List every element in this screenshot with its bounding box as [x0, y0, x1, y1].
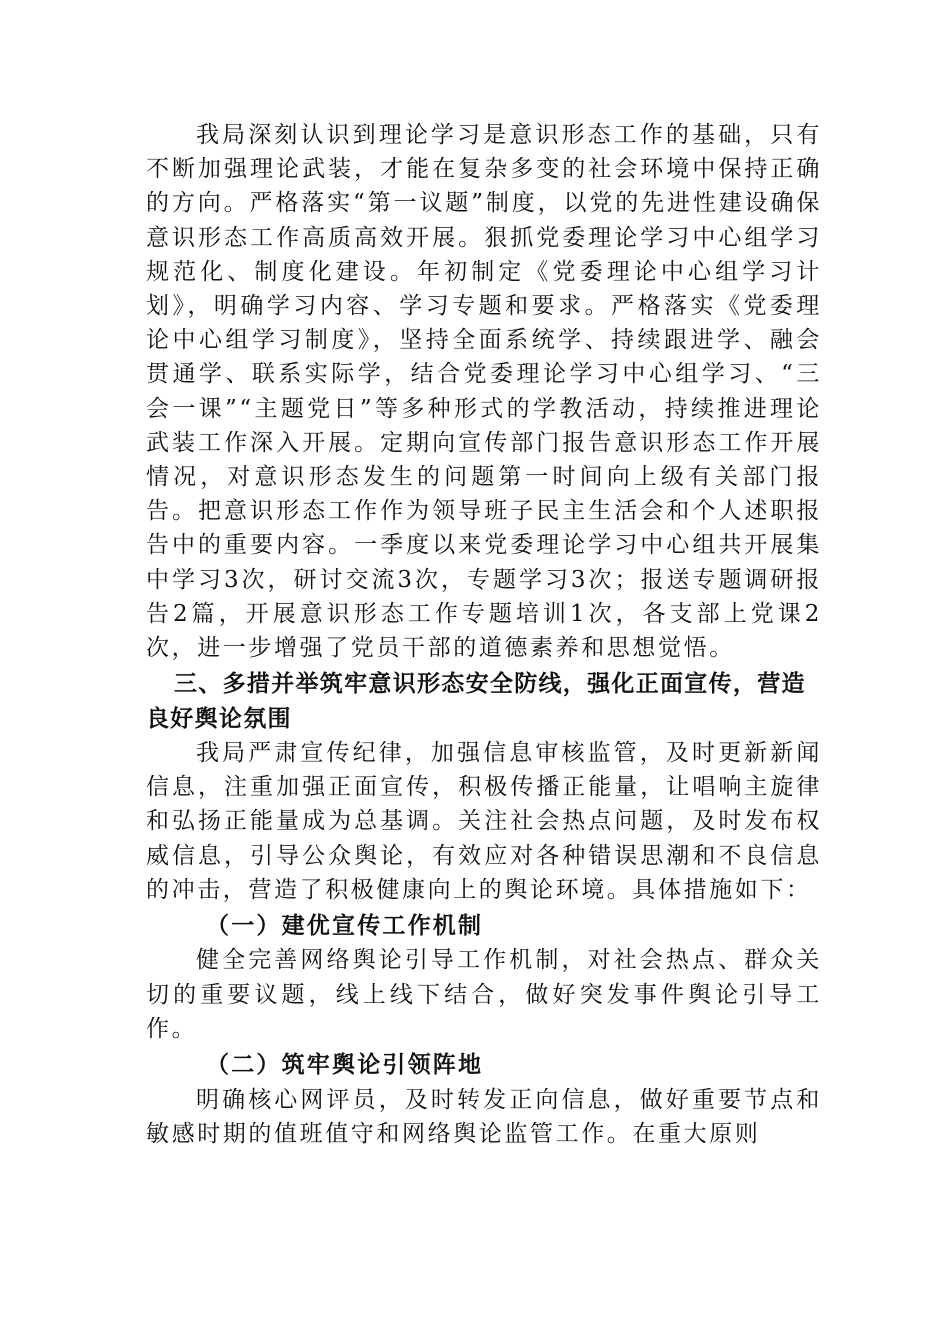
- body-paragraph-theory-study: 我局深刻认识到理论学习是意识形态工作的基础，只有不断加强理论武装，才能在复杂多变的社会环境中保持正确的方向。严格落实“第一议题”制度，以党的先进性建设确保意识形态工作高质高效开展。狠抓党委理论学习中心组学习规范化、制度化建设。年初制定《党委理论中心组学习计划》，明确学习内容、学习专题和要求。严格落实《党委理论中心组学习制度》，坚持全面系统学、持续跟进学、融会贯通学、联系实际学，结合党委理论学习中心组学习、“三会一课”“主题党日”等多种形式的学教活动，持续推进理论武装工作深入开展。定期向宣传部门报告意识形态工作开展情况，对意识形态发生的问题第一时间向上级有关部门报告。把意识形态工作作为领导班子民主生活会和个人述职报告中的重要内容。一季度以来党委理论学习中心组共开展集中学习3次，研讨交流3次，专题学习3次；报送专题调研报告2篇，开展意识形态工作专题培训1次，各支部上党课2次，进一步增强了党员干部的道德素养和思想觉悟。: [146, 122, 822, 662]
- document-body: [146, 118, 822, 1151]
- body-paragraph-position: 明确核心网评员，及时转发正向信息，做好重要节点和敏感时期的值班值守和网络舆论监管工作。在重大原则: [146, 1086, 822, 1147]
- section-heading-3: 三、多措并举筑牢意识形态安全防线，强化正面宣传，营造良好舆论氛围: [146, 671, 806, 732]
- body-paragraph-mechanism: 健全完善网络舆论引导工作机制，对社会热点、群众关切的重要议题，线上线下结合，做好突发事件舆论引导工作。: [146, 947, 822, 1042]
- subheading-mechanism: （一）建优宣传工作机制: [206, 912, 484, 940]
- body-paragraph-publicity: 我局严肃宣传纪律，加强信息审核监管，及时更新新闻信息，注重加强正面宣传，积极传播正能量，让唱响主旋律和弘扬正能量成为总基调。关注社会热点问题，及时发布权威信息，引导公众舆论，有效应对各种错误思潮和不良信息的冲击，营造了积极健康向上的舆论环境。具体措施如下：: [146, 740, 822, 903]
- subheading-position: （二）筑牢舆论引领阵地: [206, 1051, 484, 1079]
